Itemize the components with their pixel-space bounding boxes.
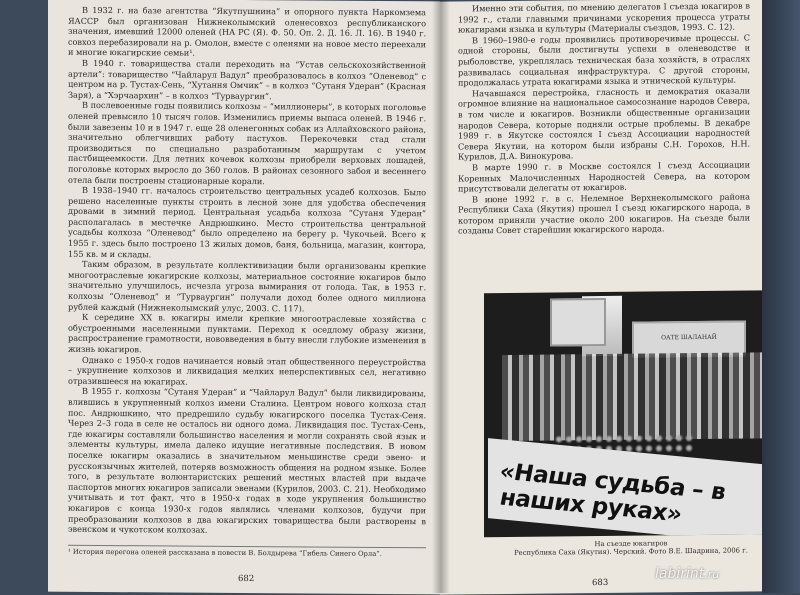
book-gutter [432,0,450,593]
watermark-text: labirint [655,566,705,582]
photo-caption [486,538,762,558]
paragraph: Начавшаяся перестройка, гласность и демократия оказали огромное влияние на национальное самосознание народов Севера, в том числе и юкагиров. Возникли общественные организации народов Севера, которые подняли острые проблемы. В декабре 1989 г. в Якутске состоялся I съезд Ассоциации народностей Севера Якутии, на котором были избраны С.Н. Горохов, Н.Н. Курилов, Д.А. Винокурова. [458,85,750,162]
caption-title: На съезде юкагиров [594,539,668,549]
paragraph: Именно эти события, по мнению делегатов I съезда юкагиров в 1992 г., стали главными причинами ускорения процесса утраты юкагирами языка и культуры (Материалы съездов, 1993. С. 12). [458,0,750,35]
paragraph: Однако с 1950-х годов начинается новый этап общественного переустройства – укрупнение колхозов и ликвидация мелких неперспективных сел, негативно отразившееся на юкагирах. [68,354,426,387]
left-page [48,0,440,594]
emblem-image [550,298,606,347]
paragraph: В 1940 г. товарищества стали переходить на “Устав сельскохозяйственной артели”: товарищество “Чайларул Вадул” преобразовалось в колхоз “Оленевод” с центром на р. Тустах-Сень, “Хутання Омчик” – в колхоз “Сутаня Удеран” (Красная Заря), а “Хэрчаархин” – в колхоз “Турваургин”. [68,57,426,101]
paragraph: В 1960–1980-е годы проявились противоречивые процессы. С одной стороны, были достигнуты успехи в оленеводстве и рыболовстве, укреплялась техническая база хозяйств, в отраслях развивалась социальная инфраструктура. С другой стороны, продолжалась утрата юкагирами языка и этнической культуры. [458,32,750,88]
watermark [655,566,719,582]
paragraph: В июне 1992 г. в с. Нелемное Верхнеколымского района Республики Саха (Якутия) прошел I съезд юкагирского народа, в котором приняли участие около 200 юкагиров. На съезде были созданы Совет старейшин юкагирского народа. [458,191,750,236]
congress-photo [484,290,762,537]
banner-slogan: «Наша судьба – в наших руках» [500,458,726,528]
watermark-tld: .ru [704,568,720,581]
paragraph: В послевоенные годы появились колхозы – “миллионеры”, в которых поголовье оленей превысило 10 тысяч голов. Изменились приемы выпаса оленей. В 1946 г. были завезены 10 и в 1947 г. еще 28 оленегонных собак из Аллайховского района, значительно облегчивших работу пастухов. Перекочевки стад стали производиться по специально разработанным маршрутам с учетом пастбищеемкости. Для летних кочевок колхозы приобрели верховых лошадей, поголовье которых выросло до 360 голов. В районах сезонного забоя и весеннего отела были построены стационарные корали. [68,100,426,186]
page-number-left: 682 [238,573,255,585]
page-number-right: 683 [592,577,609,589]
hall-sign: ОАТЕ ШАЛАНАЙ [632,320,746,357]
footnote: ¹ История перегона оленей рассказана в повести В. Болдырева “Гибель Синего Орла”. [68,545,426,558]
paragraph: В 1955 г. колхозы “Сутаня Удеран” и “Чайларул Вадул” были ликвидированы, влившись в укрупненный колхоз имени Сталина. Центром нового колхоза стал пос. Андрюшкино, что предрешило судьбу юкагирского поселка Тустах-Сеня. Через 2–3 года в селе не осталось ни одного дома. Ликвидация пос. Тустах-Сень, где юкагиры составляли большинство населения и могли сохранять свой язык и элементы культуры, имела далеко идущие негативные последствия. В новом поселке юкагиры оказались в значительном меньшинстве среди эвено- и русскоязычных жителей, потеряв возможность общения на родном языке. Более того, в результате волюнтаристских решений местных властей при выдаче паспортов многих юкагиров записали эвенами (Курилов, 2003. С. 21). Необходимо учитывать и тот факт, что в 1950-х годах в ходе укрупнения большинство юкагиров с конца 1930-х годов являлись членами колхозов, будучи при преобразовании колхозов в два юкагирских товарищества были растворены в эвенском и чукотском колхозах. [68,386,426,535]
paragraph: В марте 1990 г. в Москве состоялся I съезд Ассоциации Коренных Малочисленных Народностей Севера, на котором присутствовали делегаты от юкагиров. [458,159,750,194]
paragraph: В 1938–1940 гг. началось строительство центральных усадеб колхозов. Было решено населенные пункты строить в лесной зоне для удобства обеспечения дровами в зимний период. Центральная усадьба колхоза “Сутаня Удеран” располагалась в местечке Андрюшкино. Место строительства центральной усадьбы колхоза “Оленевод” было определено на берегу р. Чукочьей. Всего к 1955 г. здесь было построено 13 жилых домов, баня, больница, магазин, контора, 155 кв. м и склады. [68,184,426,260]
right-page [440,0,762,595]
paragraph: Таким образом, в результате коллективизации были организованы крепкие многоотраслевые юкагирские колхозы, материальное состояние юкагиров было значительно улучшилось, исчезла угроза вымирания от голода. Так, в 1953 г. колхозы “Оленевод” и “Турваургин” получали доход более одного миллиона рублей каждый (Нижнеколымский улус, 2003. С. 117). [68,259,426,314]
delegates-group-image [502,352,762,441]
caption-credit: Республика Саха (Якутия). Черский. Фото В.Е. Шадрина, 2006 г. [514,546,748,558]
left-page-text [68,5,426,537]
book-cover-edge [762,0,800,593]
right-page-text [458,0,750,236]
paragraph: К середине XX в. юкагиры имели крепкие многоотраслевые хозяйства с обустроенными населенными пунктами. Переход к оседлому образу жизни, распространение грамотности, нововведения в быту внесли глубокие изменения в жизнь юкагиров. [68,312,426,355]
paragraph: В 1932 г. на базе агентства “Якутпушнина” и опорного пункта Наркомзема ЯАССР был организован Нижнеколымский оленесовхоз республиканского значения, имевший 12000 оленей (НА РС (Я). Ф. 50. Оп. 2. Д. 16. Л. 16). В 1940 г. совхоз перебазировали на р. Омолон, вместе с оленями на новое место переехали и многие юкагирские семьи¹. [68,4,426,59]
